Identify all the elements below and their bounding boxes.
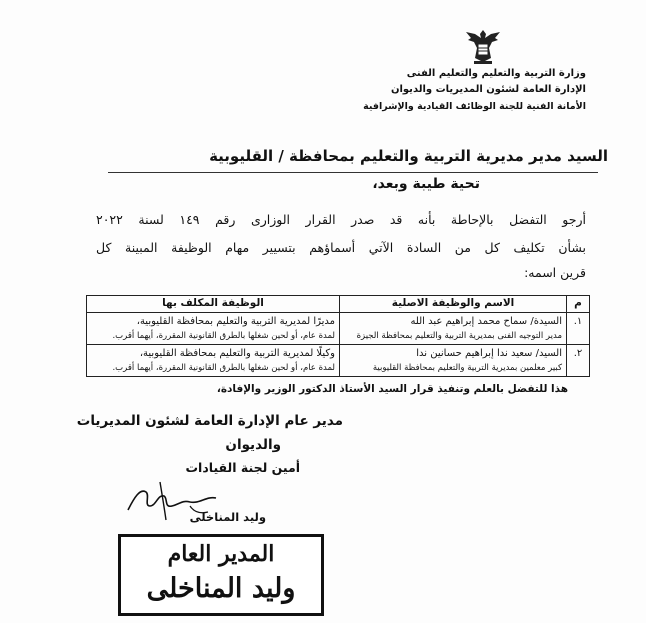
- header-name: الاسم والوظيفة الاصلية: [340, 296, 567, 313]
- row-number: ١.: [567, 313, 590, 345]
- eagle-emblem-icon: [462, 24, 504, 66]
- table-row: [87, 313, 590, 345]
- row-name: السيدة/ سماح محمد إبراهيم عبد الله: [410, 316, 562, 327]
- addressee-line: السيد مدير مديرية التربية والتعليم بمحافظة / القليوبية: [209, 147, 608, 165]
- stamp-name: وليد المناخلى: [146, 573, 296, 604]
- signatory-title-2: والديوان: [225, 437, 281, 453]
- signatory-title-1: مدير عام الإدارة العامة لشئون المديريات: [76, 413, 343, 429]
- closing-line: هذا للتفضل بالعلم وتنفيذ قرار السيد الأستاذ الدكتور الوزير والإفادة،: [216, 383, 568, 395]
- body-line-2: بشأن تكليف كل من السادة الآتي أسماؤهم بتسيير مهام الوظيفة المبينة كل: [96, 240, 586, 255]
- row-term: لمدة عام، أو لحين شغلها بالطرق القانونية المقررة، أيهما أقرب.: [112, 331, 335, 341]
- table-header-row: [87, 296, 590, 313]
- greeting: تحية طيبة وبعد،: [372, 176, 480, 192]
- ministry-name: وزارة التربية والتعليم والتعليم الفنى: [406, 68, 586, 79]
- body-line-1: أرجو التفضل بالإحاطة بأنه قد صدر القرار الوزارى رقم ١٤٩ لسنة ٢٠٢٢: [96, 212, 586, 227]
- header-no: م: [567, 296, 590, 313]
- row-name-cell: [340, 345, 567, 377]
- row-original-job: كبير معلمين بمديرية التربية والتعليم بمحافظة القليوبية: [372, 363, 562, 373]
- row-name-cell: [340, 313, 567, 345]
- signatory-title-3: أمين لجنة القيادات: [185, 460, 300, 475]
- row-assigned: مديرًا لمديرية التربية والتعليم بمحافظة القليوبية،: [136, 316, 335, 327]
- department-name: الإدارة العامة لشئون المديريات والديوان: [390, 84, 586, 95]
- header-assigned: الوظيفة المكلف بها: [87, 296, 340, 313]
- assignments-table: [86, 295, 590, 377]
- table-row: [87, 345, 590, 377]
- divider: [108, 172, 598, 173]
- body-line-3: قرين اسمه:: [524, 265, 586, 280]
- secretariat-name: الأمانة الفنية للجنة الوظائف القيادية والإشرافية: [363, 101, 586, 112]
- row-name: السيد/ سعيد ندا إبراهيم حسانين ندا: [416, 348, 562, 359]
- row-term: لمدة عام، أو لحين شغلها بالطرق القانونية المقررة، أيهما أقرب.: [112, 363, 335, 373]
- row-assigned: وكيلًا لمديرية التربية والتعليم بمحافظة القليوبية،: [139, 348, 335, 359]
- official-stamp: [118, 534, 324, 616]
- row-number: ٢.: [567, 345, 590, 377]
- signatory-name: وليد المناخلى: [189, 510, 266, 524]
- row-original-job: مدير التوجيه الفنى بمديرية التربية والتعليم بمحافظة الجيزة: [356, 331, 562, 341]
- stamp-title: المدير العام: [167, 541, 275, 567]
- row-assigned-cell: [87, 313, 340, 345]
- row-assigned-cell: [87, 345, 340, 377]
